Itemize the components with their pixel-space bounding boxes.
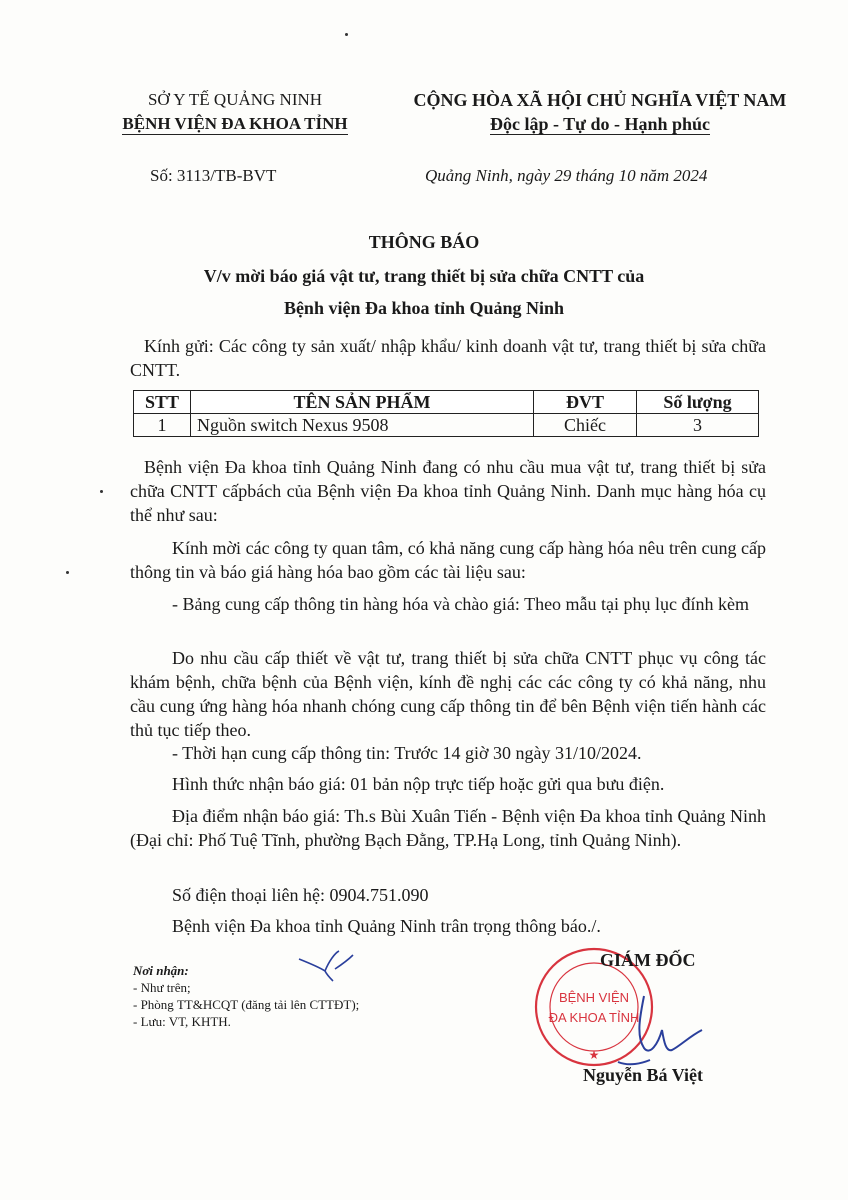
- country-name: CỘNG HÒA XÃ HỘI CHỦ NGHĨA VIỆT NAM: [413, 90, 787, 110]
- paragraph-closing: Bệnh viện Đa khoa tỉnh Quảng Ninh trân trọng thông báo./.: [172, 916, 601, 936]
- initial-signature: [295, 945, 365, 985]
- col-quantity: Số lượng: [637, 391, 759, 414]
- paragraph-attachment: - Bảng cung cấp thông tin hàng hóa và chào giá: Theo mẫu tại phụ lục đính kèm: [172, 594, 750, 614]
- table-row: [134, 414, 759, 437]
- national-motto: Độc lập - Tự do - Hạnh phúc: [489, 114, 711, 134]
- document-title: THÔNG BÁO: [368, 232, 480, 252]
- director-signature: [610, 990, 710, 1070]
- org-parent: SỞ Y TẾ QUẢNG NINH: [147, 90, 323, 109]
- recipient-item: - Lưu: VT, KHTH.: [133, 1014, 231, 1029]
- cell-product-name: Nguồn switch Nexus 9508: [191, 414, 534, 437]
- product-table: [133, 390, 759, 437]
- national-heading: [380, 88, 820, 136]
- greeting: Kính gửi: Các công ty sản xuất/ nhập khẩu/ kinh doanh vật tư, trang thiết bị sửa chữa CNTT.: [130, 336, 766, 380]
- org-name: BỆNH VIỆN ĐA KHOA TỈNH: [122, 114, 348, 133]
- recipient-item: - Phòng TT&HCQT (đăng tải lên CTTĐT);: [133, 997, 360, 1012]
- paragraph-method: Hình thức nhận báo giá: 01 bản nộp trực tiếp hoặc gửi qua bưu điện.: [172, 774, 665, 794]
- scan-speck: [100, 490, 103, 493]
- paragraph-phone: Số điện thoại liên hệ: 0904.751.090: [172, 885, 429, 905]
- paragraph-location: Địa điểm nhận báo giá: Th.s Bùi Xuân Tiến - Bệnh viện Đa khoa tỉnh Quảng Ninh (Đại chỉ: Phố Tuệ Tĩnh, phường Bạch Đằng, TP.Hạ Long, tỉnh Quảng Ninh).: [130, 806, 766, 850]
- recipients-heading: Nơi nhận:: [133, 963, 189, 978]
- paragraph-urgency: Do nhu cầu cấp thiết về vật tư, trang thiết bị sửa chữa CNTT phục vụ công tác khám bệnh, chữa bệnh của Bệnh viện, kính đề nghị các các công ty có khả năng, nhu cầu cung ứng hàng hóa nhanh chóng cung cấp thông tin để bên Bệnh viện tiến hành các thủ tục tiếp theo.: [130, 648, 766, 740]
- scan-speck: [345, 33, 348, 36]
- cell-unit: Chiếc: [534, 414, 637, 437]
- col-stt: STT: [134, 391, 191, 414]
- paragraph-deadline: - Thời hạn cung cấp thông tin: Trước 14 giờ 30 ngày 31/10/2024.: [172, 743, 642, 763]
- paragraph-invitation: Kính mời các công ty quan tâm, có khả năng cung cấp hàng hóa nêu trên cung cấp thông tin và báo giá hàng hóa bao gồm các tài liệu sau:: [130, 538, 766, 582]
- document-subject-line1: V/v mời báo giá vật tư, trang thiết bị sửa chữa CNTT của: [203, 266, 645, 286]
- scan-speck: [66, 571, 69, 574]
- col-product-name: TÊN SẢN PHẨM: [191, 391, 534, 414]
- stamp-star-icon: ★: [588, 1048, 600, 1062]
- recipient-item: - Như trên;: [133, 980, 191, 995]
- stamp-text-2: ĐA KHOA TỈNH: [548, 1010, 640, 1025]
- paragraph-need: Bệnh viện Đa khoa tỉnh Quảng Ninh đang có nhu cầu mua vật tư, trang thiết bị sửa chữa CNTT cấpbách của Bệnh viện Đa khoa tỉnh Quảng Ninh. Danh mục hàng hóa cụ thể như sau:: [130, 457, 766, 525]
- document-number: Số: 3113/TB-BVT: [150, 166, 277, 185]
- col-unit: ĐVT: [534, 391, 637, 414]
- place-date: Quảng Ninh, ngày 29 tháng 10 năm 2024: [425, 166, 708, 185]
- director-title: GIÁM ĐỐC: [600, 950, 696, 970]
- stamp-text-1: BỆNH VIỆN: [558, 990, 630, 1005]
- director-name: Nguyễn Bá Việt: [583, 1065, 704, 1085]
- issuing-organization: [90, 88, 380, 136]
- cell-quantity: 3: [637, 414, 759, 437]
- table-header-row: [134, 391, 759, 414]
- cell-stt: 1: [134, 414, 191, 437]
- document-subject-line2: Bệnh viện Đa khoa tỉnh Quảng Ninh: [283, 298, 565, 318]
